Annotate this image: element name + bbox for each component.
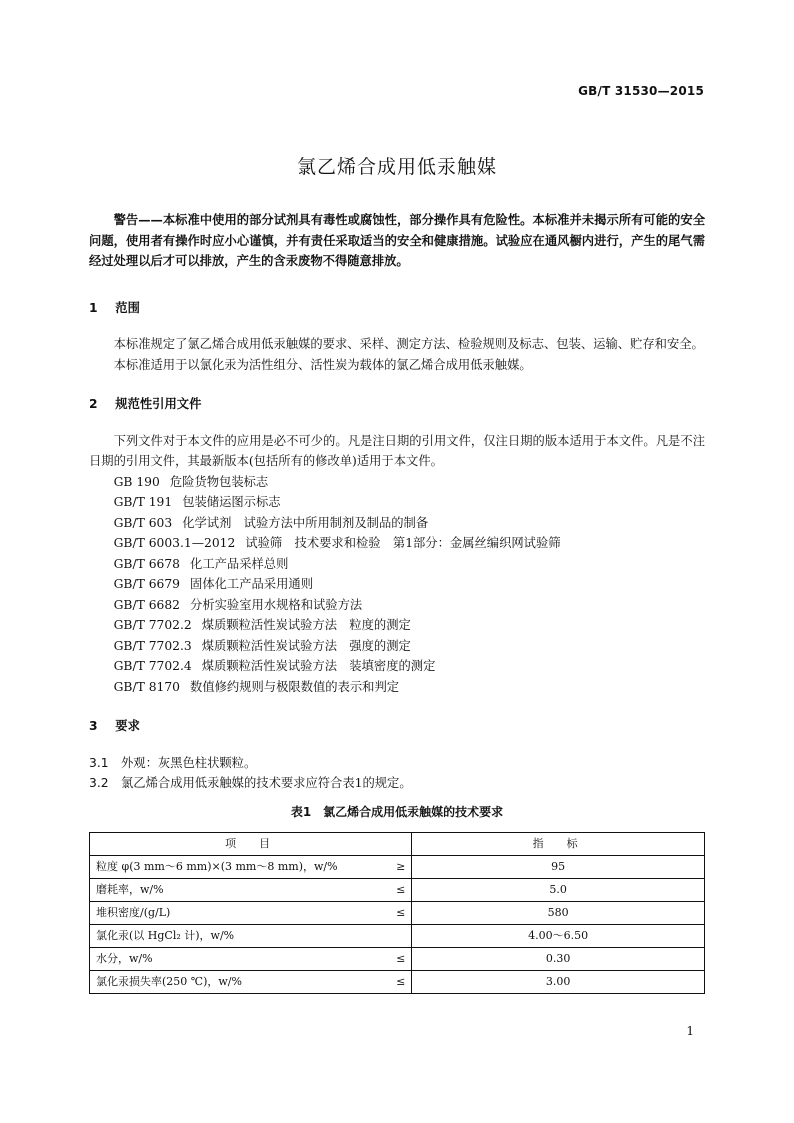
document-title: 氯乙烯合成用低汞触媒	[296, 156, 497, 178]
section-title: 规范性引用文件	[115, 397, 202, 411]
reference-item	[89, 513, 705, 534]
row-operator: ≤	[396, 974, 406, 988]
reference-code: GB/T 7702.2	[113, 618, 192, 632]
requirement-text: 氯乙烯合成用低汞触媒的技术要求应符合表1的规定。	[121, 776, 412, 790]
row-value: 580	[412, 902, 705, 925]
section-title: 范围	[115, 300, 140, 315]
reference-name: 数值修约规则与极限数值的表示和判定	[190, 679, 400, 694]
reference-name: 煤质颗粒活性炭试验方法 强度的测定	[201, 638, 411, 653]
references-intro: 下列文件对于本文件的应用是必不可少的。凡是注日期的引用文件，仅注日期的版本适用于本文件。凡是不注日期的引用文件，其最新版本(包括所有的修改单)适用于本文件。	[89, 433, 705, 468]
requirement-number: 3.1	[89, 755, 109, 770]
reference-code: GB/T 6003.1—2012	[113, 536, 236, 550]
row-operator: ≥	[396, 859, 406, 873]
section-number: 2	[89, 397, 98, 411]
section-number: 1	[89, 300, 98, 315]
table-row	[90, 971, 705, 994]
row-value: 3.00	[412, 971, 705, 994]
scope-paragraph-2: 本标准适用于以氯化汞为活性组分、活性炭为载体的氯乙烯合成用低汞触媒。	[113, 357, 532, 372]
row-item: 氯化汞损失率(250 ℃)，w/%	[96, 974, 242, 988]
reference-name: 试验筛 技术要求和检验 第1部分：金属丝编织网试验筛	[245, 536, 561, 550]
reference-item	[89, 595, 705, 616]
header-item: 项 目	[90, 833, 412, 856]
table-header-row	[90, 833, 705, 856]
section-1-heading	[89, 298, 705, 319]
requirement-text: 外观：灰黑色柱状颗粒。	[121, 755, 257, 770]
reference-code: GB/T 8170	[113, 679, 181, 694]
reference-item	[89, 472, 705, 493]
reference-code: GB/T 7702.4	[113, 659, 192, 673]
reference-item	[89, 615, 705, 636]
requirement-item	[89, 753, 705, 774]
section-3-heading	[89, 716, 705, 737]
row-item: 堆积密度/(g/L)	[96, 905, 171, 919]
reference-name: 危险货物包装标志	[169, 474, 269, 489]
row-value: 5.0	[412, 879, 705, 902]
scope-paragraph-1: 本标准规定了氯乙烯合成用低汞触媒的要求、采样、测定方法、检验规则及标志、包装、运输、贮存和安全。	[113, 337, 704, 351]
table-caption: 表1 氯乙烯合成用低汞触媒的技术要求	[290, 804, 504, 819]
row-operator: ≤	[396, 951, 406, 965]
table-row	[90, 856, 705, 879]
reference-code: GB/T 7702.3	[113, 638, 192, 653]
table-row	[90, 879, 705, 902]
reference-name: 包装储运图示标志	[182, 495, 281, 509]
reference-item	[89, 554, 705, 575]
reference-item	[89, 574, 705, 595]
row-value: 95	[412, 856, 705, 879]
reference-name: 煤质颗粒活性炭试验方法 装填密度的测定	[201, 659, 436, 673]
row-item: 水分，w/%	[96, 951, 153, 965]
row-operator: ≤	[396, 905, 406, 919]
reference-name: 分析实验室用水规格和试验方法	[190, 597, 363, 612]
reference-code: GB/T 603	[113, 515, 173, 530]
row-value: 0.30	[412, 948, 705, 971]
requirement-number: 3.2	[89, 776, 109, 790]
standard-code: GB/T 31530—2015	[578, 84, 704, 98]
row-item: 磨耗率，w/%	[96, 882, 164, 896]
reference-item	[89, 656, 705, 677]
reference-code: GB/T 191	[113, 495, 173, 509]
row-item: 粒度 φ(3 mm～6 mm)×(3 mm～8 mm)，w/%	[96, 859, 338, 873]
reference-item	[89, 677, 705, 698]
section-2-heading	[89, 394, 705, 415]
reference-name: 化工产品采样总则	[190, 556, 289, 571]
table-row	[90, 925, 705, 948]
reference-code: GB/T 6678	[113, 556, 181, 571]
section-title: 要求	[115, 719, 140, 733]
section-number: 3	[89, 719, 98, 733]
technical-requirements-table	[89, 832, 705, 994]
reference-name: 固体化工产品采用通则	[190, 577, 313, 591]
reference-item	[89, 636, 705, 657]
reference-item	[89, 533, 705, 554]
table-row	[90, 948, 705, 971]
row-value: 4.00～6.50	[412, 925, 705, 948]
safety-warning: 警告——本标准中使用的部分试剂具有毒性或腐蚀性，部分操作具有危险性。本标准并未揭示所有可能的安全问题，使用者有操作时应小心谨慎，并有责任采取适当的安全和健康措施。试验应在通风橱内进行，产生的尾气需经过处理以后才可以排放，产生的含汞废物不得随意排放。	[89, 213, 705, 268]
reference-name: 煤质颗粒活性炭试验方法 粒度的测定	[201, 618, 411, 632]
reference-code: GB 190	[113, 474, 160, 489]
reference-item	[89, 492, 705, 513]
reference-name: 化学试剂 试验方法中所用制剂及制品的制备	[182, 515, 429, 530]
requirement-item	[89, 773, 705, 794]
table-row	[90, 902, 705, 925]
header-value: 指 标	[412, 833, 705, 856]
reference-code: GB/T 6682	[113, 597, 181, 612]
row-operator: ≤	[396, 882, 406, 896]
row-item: 氯化汞(以 HgCl₂ 计)，w/%	[96, 928, 235, 942]
reference-code: GB/T 6679	[113, 577, 181, 591]
document-body	[89, 210, 705, 994]
page-number: 1	[686, 1024, 694, 1038]
reference-list	[89, 472, 705, 698]
